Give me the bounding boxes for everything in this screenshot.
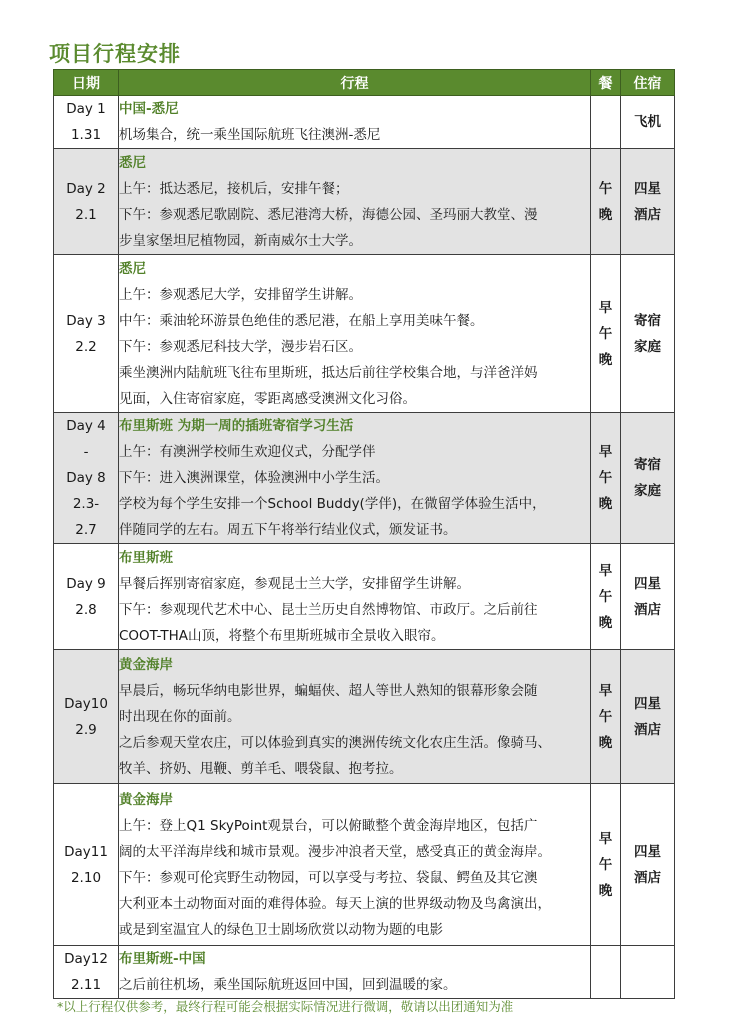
meals-cell — [591, 544, 621, 650]
day-cell — [54, 946, 119, 999]
lodging-label: 四星 — [634, 695, 661, 712]
meal-label: 晚 — [598, 206, 613, 223]
itinerary-line: 下午：进入澳洲课堂，体验澳洲中小学生活。 — [119, 470, 389, 486]
day-label: 2.9 — [75, 721, 97, 738]
day-label: Day 1 — [66, 101, 106, 117]
day-label: Day 3 — [66, 312, 106, 329]
itinerary-cell — [119, 149, 591, 255]
location-title: 黄金海岸 — [119, 791, 173, 808]
day-label: Day 9 — [66, 575, 106, 592]
day-label: 2.11 — [70, 977, 102, 993]
meal-label: 午 — [598, 470, 613, 486]
itinerary-line: 下午：参观可伦宾野生动物园，可以享受与考拉、袋鼠、鳄鱼及其它澳 — [119, 869, 538, 886]
itinerary-line: 之后参观天堂农庄，可以体验到真实的澳洲传统文化农庄生活。像骑马、 — [119, 734, 551, 751]
day-label: 1.31 — [70, 127, 102, 143]
itinerary-line: 下午：参观悉尼歌剧院、悉尼港湾大桥，海德公园、圣玛丽大教堂、漫 — [119, 206, 538, 223]
itinerary-line: 早餐后挥别寄宿家庭，参观昆士兰大学，安排留学生讲解。 — [119, 575, 470, 592]
day-cell — [54, 413, 119, 544]
itinerary-line: 学校为每个学生安排一个School Buddy(学伴)，在微留学体验生活中， — [119, 496, 546, 512]
lodging-cell — [621, 96, 675, 149]
itinerary-line: 早晨后，畅玩华纳电影世界，蝙蝠侠、超人等世人熟知的银幕形象会随 — [119, 682, 538, 699]
page-title: 项目行程安排 — [49, 42, 181, 66]
location-title: 黄金海岸 — [119, 656, 173, 673]
location-title: 悉尼 — [119, 154, 146, 171]
lodging-label: 酒店 — [634, 721, 661, 738]
day-label: 2.7 — [75, 522, 97, 538]
itinerary-cell — [119, 255, 591, 413]
header-itinerary: 行程 — [119, 70, 591, 96]
location-title: 布里斯班 为期一周的插班寄宿学习生活 — [119, 418, 354, 434]
day-label: - — [83, 444, 89, 460]
day-cell — [54, 255, 119, 413]
meal-label: 晚 — [598, 882, 613, 899]
day-label: Day 8 — [66, 470, 106, 486]
meal-label: 晚 — [598, 614, 613, 631]
meals-cell — [591, 96, 621, 149]
lodging-label: 寄宿 — [634, 457, 661, 473]
itinerary-line: 牧羊、挤奶、甩鞭、剪羊毛、喂袋鼠、抱考拉。 — [119, 760, 403, 777]
day-cell — [54, 544, 119, 650]
itinerary-line: 上午：抵达悉尼，接机后，安排午餐； — [119, 180, 349, 197]
itinerary-cell — [119, 946, 591, 999]
meal-label: 午 — [598, 708, 613, 725]
table-row — [54, 650, 675, 784]
day-label: Day11 — [64, 843, 108, 860]
meals-cell — [591, 946, 621, 999]
lodging-label: 酒店 — [634, 869, 661, 886]
meal-label: 午 — [598, 325, 613, 342]
itinerary-line: 或是到室温宜人的绿色卫士剧场欣赏以动物为题的电影 — [119, 921, 443, 938]
itinerary-table — [53, 69, 675, 999]
header-meals: 餐 — [591, 70, 621, 96]
table-row — [54, 413, 675, 544]
meals-cell — [591, 149, 621, 255]
itinerary-line: 上午：登上Q1 SkyPoint观景台，可以俯瞰整个黄金海岸地区，包括广 — [119, 817, 538, 834]
meals-cell — [591, 650, 621, 784]
meal-label: 早 — [598, 444, 613, 460]
location-title: 布里斯班-中国 — [119, 951, 206, 967]
day-cell — [54, 149, 119, 255]
meal-label: 早 — [598, 830, 613, 847]
lodging-label: 酒店 — [634, 601, 661, 618]
lodging-label: 四星 — [634, 180, 661, 197]
itinerary-cell — [119, 784, 591, 946]
lodging-label: 四星 — [634, 575, 661, 592]
day-label: 2.3- — [72, 496, 100, 512]
meal-label: 午 — [598, 180, 613, 197]
location-title: 悉尼 — [119, 260, 146, 277]
lodging-label: 家庭 — [634, 483, 661, 499]
itinerary-cell — [119, 413, 591, 544]
footnote: *以上行程仅供参考，最终行程可能会根据实际情况进行微调，敬请以出团通知为准 — [57, 999, 514, 1014]
itinerary-line: 上午：参观悉尼大学，安排留学生讲解。 — [119, 286, 362, 303]
meal-label: 早 — [598, 562, 613, 579]
table-row — [54, 784, 675, 946]
itinerary-line: 大利亚本土动物面对面的难得体验。每天上演的世界级动物及鸟禽演出， — [119, 895, 551, 912]
day-cell — [54, 650, 119, 784]
itinerary-cell — [119, 96, 591, 149]
itinerary-line: 伴随同学的左右。周五下午将举行结业仪式，颁发证书。 — [119, 522, 457, 538]
day-label: 2.10 — [70, 869, 102, 886]
itinerary-line: 见面，入住寄宿家庭，零距离感受澳洲文化习俗。 — [119, 390, 416, 407]
itinerary-line: 下午：参观现代艺术中心、昆士兰历史自然博物馆、市政厅。之后前往 — [119, 601, 538, 618]
meal-label: 晚 — [598, 734, 613, 751]
table-row — [54, 946, 675, 999]
day-label: Day12 — [64, 951, 108, 967]
lodging-cell — [621, 650, 675, 784]
itinerary-cell — [119, 544, 591, 650]
itinerary-line: 上午：有澳洲学校师生欢迎仪式，分配学伴 — [119, 444, 376, 460]
lodging-label: 酒店 — [634, 206, 661, 223]
table-header-row — [54, 70, 675, 96]
day-label: Day 2 — [66, 180, 106, 197]
lodging-label: 飞机 — [634, 114, 661, 130]
itinerary-line: 中午：乘油轮环游景色绝佳的悉尼港，在船上享用美味午餐。 — [119, 312, 484, 329]
header-date: 日期 — [54, 70, 119, 96]
itinerary-line: 下午：参观悉尼科技大学，漫步岩石区。 — [119, 338, 362, 355]
table-row — [54, 544, 675, 650]
lodging-cell — [621, 946, 675, 999]
lodging-label: 家庭 — [634, 338, 661, 355]
location-title: 布里斯班 — [119, 549, 173, 566]
meals-cell — [591, 784, 621, 946]
lodging-cell — [621, 544, 675, 650]
meal-label: 午 — [598, 588, 613, 605]
table-row — [54, 96, 675, 149]
itinerary-line: 时出现在你的面前。 — [119, 708, 241, 725]
itinerary-line: 机场集合，统一乘坐国际航班飞往澳洲-悉尼 — [119, 127, 381, 143]
lodging-cell — [621, 413, 675, 544]
meals-cell — [591, 255, 621, 413]
itinerary-line: 步皇家堡坦尼植物园，新南威尔士大学。 — [119, 232, 362, 249]
lodging-cell — [621, 255, 675, 413]
lodging-cell — [621, 149, 675, 255]
meal-label: 早 — [598, 682, 613, 699]
itinerary-line: COOT-THA山顶，将整个布里斯班城市全景收入眼帘。 — [119, 627, 445, 644]
meal-label: 早 — [598, 299, 613, 316]
itinerary-cell — [119, 650, 591, 784]
table-row — [54, 149, 675, 255]
meals-cell — [591, 413, 621, 544]
day-label: 2.1 — [75, 206, 97, 223]
day-label: 2.2 — [75, 338, 97, 355]
header-lodging: 住宿 — [621, 70, 675, 96]
itinerary-line: 之后前往机场，乘坐国际航班返回中国，回到温暖的家。 — [119, 977, 457, 993]
location-title: 中国-悉尼 — [119, 101, 179, 117]
day-cell — [54, 784, 119, 946]
meal-label: 午 — [598, 856, 613, 873]
table-row — [54, 255, 675, 413]
lodging-label: 四星 — [634, 843, 661, 860]
day-label: Day 4 — [66, 418, 106, 434]
lodging-label: 寄宿 — [634, 312, 661, 329]
day-cell — [54, 96, 119, 149]
lodging-cell — [621, 784, 675, 946]
day-label: Day10 — [64, 695, 108, 712]
itinerary-line: 阔的太平洋海岸线和城市景观。漫步冲浪者天堂，感受真正的黄金海岸。 — [119, 843, 551, 860]
day-label: 2.8 — [75, 601, 97, 618]
itinerary-line: 乘坐澳洲内陆航班飞往布里斯班，抵达后前往学校集合地，与洋爸洋妈 — [119, 364, 538, 381]
meal-label: 晚 — [598, 351, 613, 368]
meal-label: 晚 — [598, 496, 613, 512]
